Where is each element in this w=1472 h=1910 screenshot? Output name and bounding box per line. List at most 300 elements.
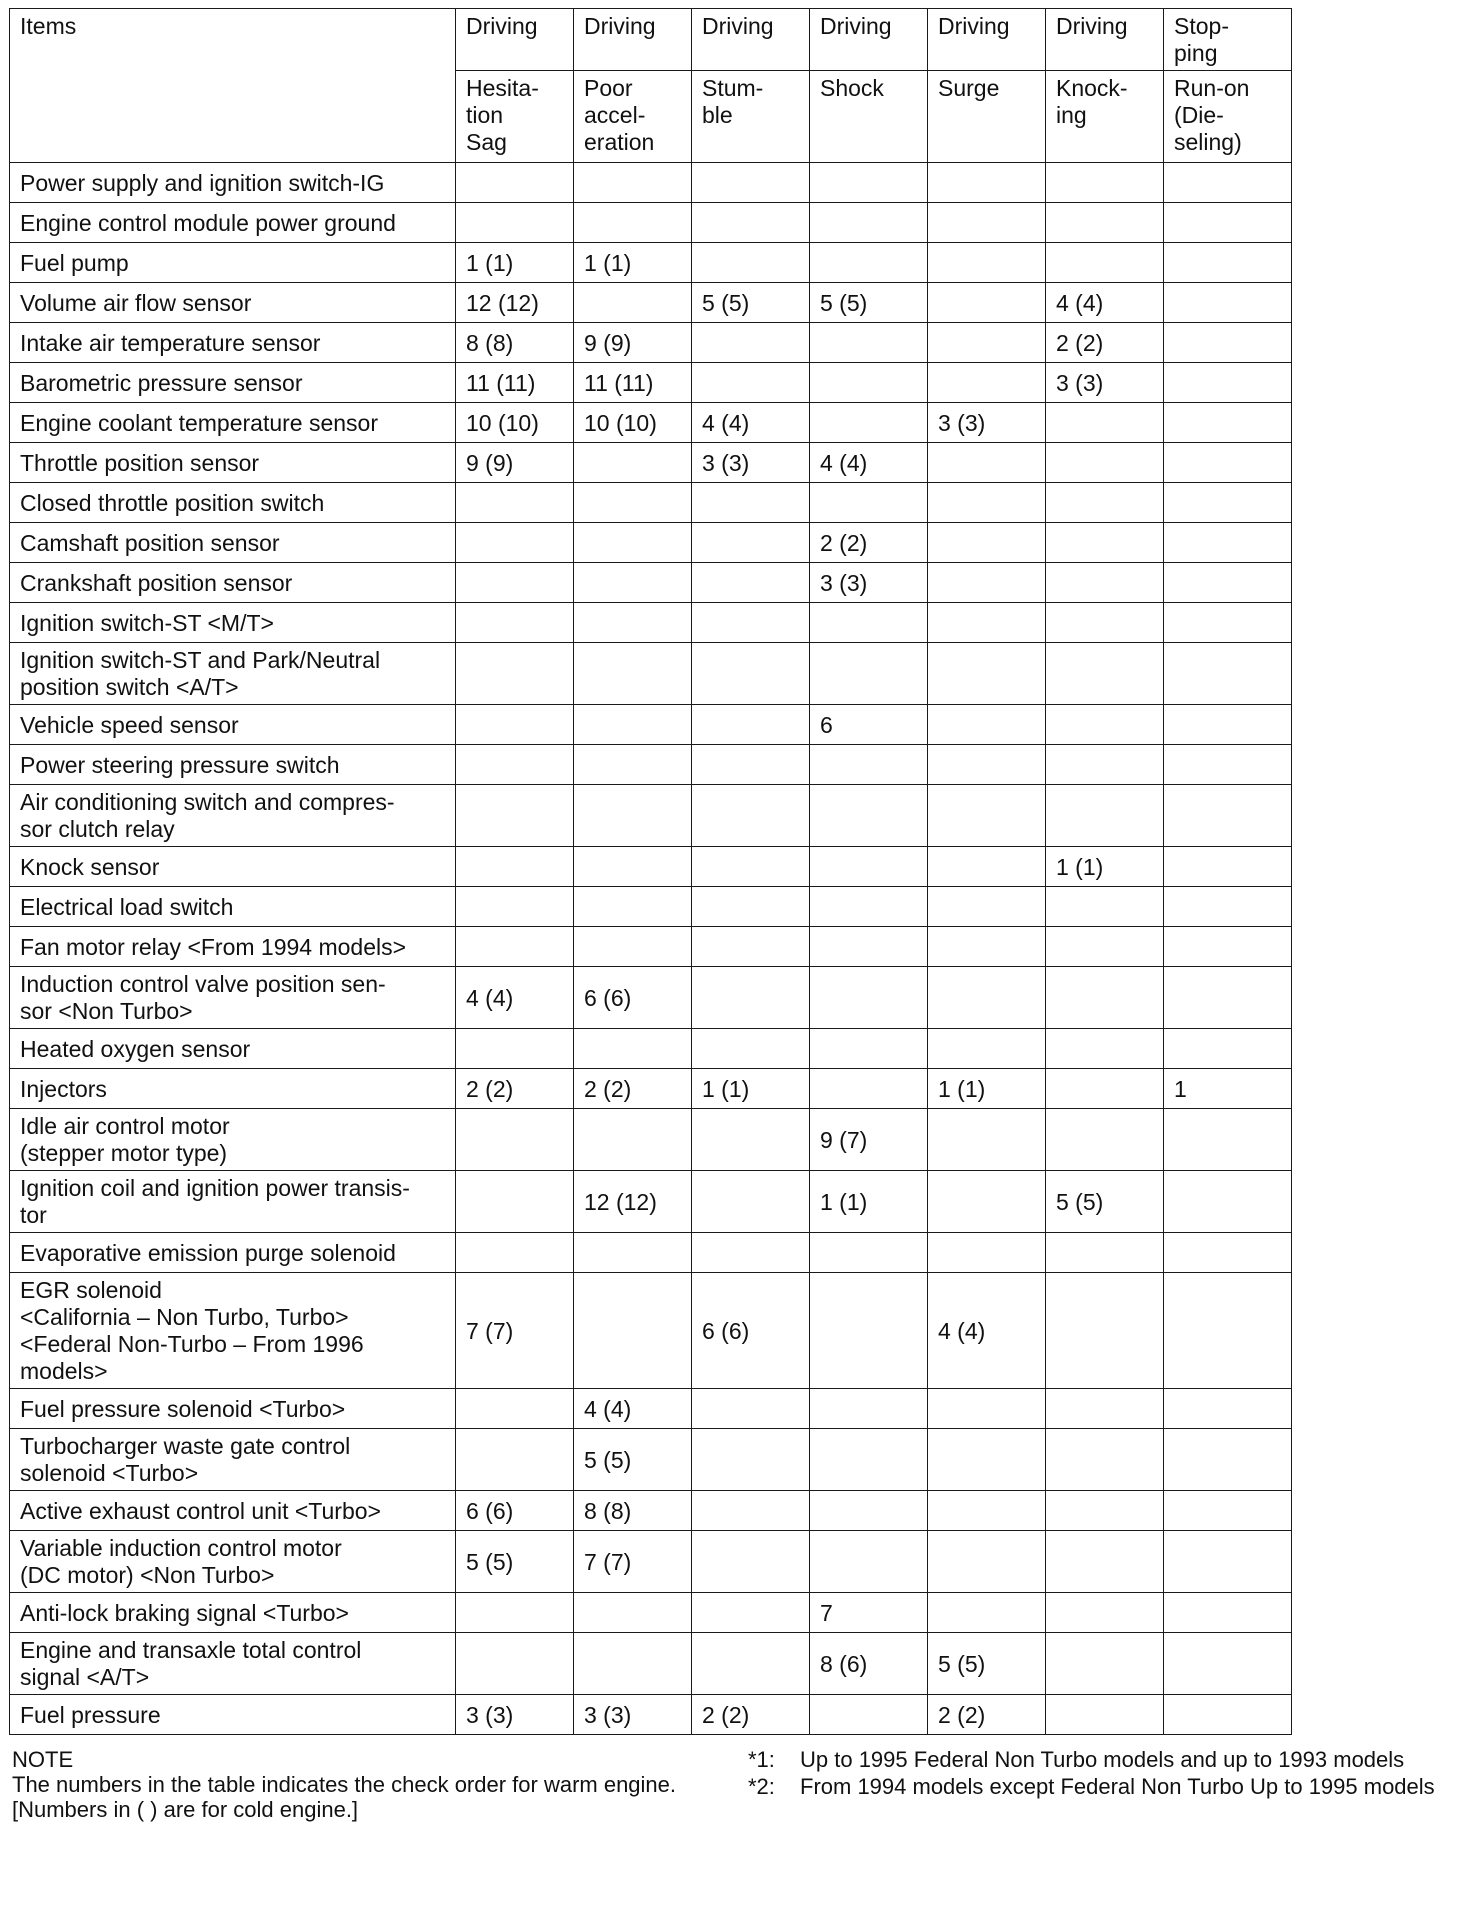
check-order-cell — [692, 203, 810, 243]
check-order-cell — [1164, 1429, 1292, 1491]
check-order-cell — [928, 927, 1046, 967]
header-group: Driving — [1046, 9, 1164, 71]
check-order-cell — [574, 847, 692, 887]
check-order-cell — [456, 1109, 574, 1171]
table-row — [10, 1429, 1292, 1491]
check-order-cell — [810, 1695, 928, 1735]
check-order-cell — [1164, 323, 1292, 363]
table-body — [10, 163, 1292, 1735]
check-order-cell — [1046, 403, 1164, 443]
table-row — [10, 1593, 1292, 1633]
check-order-cell: 6 (6) — [692, 1273, 810, 1389]
check-order-cell — [928, 563, 1046, 603]
check-order-cell — [692, 1029, 810, 1069]
check-order-cell — [692, 745, 810, 785]
check-order-cell — [928, 1429, 1046, 1491]
check-order-cell — [1164, 745, 1292, 785]
check-order-cell — [1046, 163, 1164, 203]
check-order-cell: 3 (3) — [692, 443, 810, 483]
check-order-cell — [928, 323, 1046, 363]
check-order-cell — [810, 927, 928, 967]
check-order-cell — [692, 643, 810, 705]
check-order-cell — [456, 705, 574, 745]
check-order-cell: 5 (5) — [456, 1531, 574, 1593]
table-row — [10, 1531, 1292, 1593]
check-order-cell — [692, 1531, 810, 1593]
check-order-cell: 4 (4) — [1046, 283, 1164, 323]
table-row — [10, 363, 1292, 403]
check-order-cell — [574, 283, 692, 323]
check-order-cell — [1164, 1633, 1292, 1695]
check-order-cell — [1046, 887, 1164, 927]
check-order-cell — [928, 163, 1046, 203]
note-block — [12, 1747, 717, 1822]
check-order-cell: 2 (2) — [456, 1069, 574, 1109]
check-order-cell — [574, 443, 692, 483]
check-order-cell — [810, 847, 928, 887]
check-order-cell — [1164, 163, 1292, 203]
table-row — [10, 785, 1292, 847]
table-row — [10, 243, 1292, 283]
check-order-cell — [810, 603, 928, 643]
table-row — [10, 927, 1292, 967]
check-order-cell — [574, 1029, 692, 1069]
row-item-label: Barometric pressure sensor — [10, 363, 456, 403]
check-order-cell — [810, 1531, 928, 1593]
check-order-cell: 6 (6) — [574, 967, 692, 1029]
note-title: NOTE — [12, 1747, 74, 1772]
check-order-cell — [928, 1109, 1046, 1171]
check-order-cell: 4 (4) — [928, 1273, 1046, 1389]
table-row — [10, 283, 1292, 323]
check-order-cell — [928, 643, 1046, 705]
check-order-cell — [1046, 1029, 1164, 1069]
table-row — [10, 1029, 1292, 1069]
check-order-cell — [928, 967, 1046, 1029]
check-order-cell — [1046, 967, 1164, 1029]
check-order-cell — [692, 363, 810, 403]
footnote-mark: *1: — [748, 1747, 775, 1772]
check-order-cell — [456, 745, 574, 785]
header-symptom: Shock — [810, 71, 928, 163]
header-group: Stop- ping — [1164, 9, 1292, 71]
row-item-label: Power supply and ignition switch-IG — [10, 163, 456, 203]
check-order-cell — [928, 603, 1046, 643]
check-order-cell — [692, 603, 810, 643]
check-order-cell — [692, 1389, 810, 1429]
check-order-cell — [456, 203, 574, 243]
header-symptom: Run-on (Die- seling) — [1164, 71, 1292, 163]
table-row — [10, 403, 1292, 443]
check-order-cell — [456, 1429, 574, 1491]
check-order-cell — [810, 1233, 928, 1273]
check-order-cell — [574, 887, 692, 927]
check-order-cell — [574, 603, 692, 643]
check-order-cell — [928, 283, 1046, 323]
row-item-label: Throttle position sensor — [10, 443, 456, 483]
check-order-cell — [456, 887, 574, 927]
check-order-cell — [692, 1233, 810, 1273]
check-order-cell: 10 (10) — [456, 403, 574, 443]
footnote-mark: *2: — [748, 1774, 775, 1799]
row-item-label: Ignition coil and ignition power transis- tor — [10, 1171, 456, 1233]
row-item-label: Injectors — [10, 1069, 456, 1109]
row-item-label: Heated oxygen sensor — [10, 1029, 456, 1069]
check-order-cell: 9 (9) — [574, 323, 692, 363]
check-order-cell — [928, 847, 1046, 887]
row-item-label: Active exhaust control unit <Turbo> — [10, 1491, 456, 1531]
check-order-cell — [810, 967, 928, 1029]
check-order-cell: 12 (12) — [574, 1171, 692, 1233]
check-order-cell — [928, 1029, 1046, 1069]
check-order-cell — [1164, 443, 1292, 483]
table-row — [10, 163, 1292, 203]
check-order-cell — [692, 1593, 810, 1633]
check-order-cell — [810, 1273, 928, 1389]
check-order-cell — [810, 203, 928, 243]
check-order-cell: 5 (5) — [692, 283, 810, 323]
footnote — [748, 1747, 1464, 1772]
check-order-cell: 6 — [810, 705, 928, 745]
check-order-cell — [1046, 1389, 1164, 1429]
check-order-cell: 11 (11) — [574, 363, 692, 403]
row-item-label: Fuel pressure solenoid <Turbo> — [10, 1389, 456, 1429]
header-group: Driving — [692, 9, 810, 71]
check-order-cell — [810, 483, 928, 523]
table-row — [10, 443, 1292, 483]
row-item-label: Crankshaft position sensor — [10, 563, 456, 603]
table-header — [10, 9, 1292, 163]
table-row — [10, 1491, 1292, 1531]
check-order-cell: 1 (1) — [928, 1069, 1046, 1109]
row-item-label: Electrical load switch — [10, 887, 456, 927]
diagnosis-table — [9, 8, 1292, 1735]
check-order-cell: 2 (2) — [692, 1695, 810, 1735]
check-order-cell — [810, 745, 928, 785]
check-order-cell — [810, 1429, 928, 1491]
check-order-cell — [1046, 1069, 1164, 1109]
check-order-cell — [692, 847, 810, 887]
check-order-cell — [1046, 1109, 1164, 1171]
row-item-label: Induction control valve position sen- sor <Non Turbo> — [10, 967, 456, 1029]
check-order-cell — [1046, 523, 1164, 563]
row-item-label: Knock sensor — [10, 847, 456, 887]
table-row — [10, 1233, 1292, 1273]
check-order-cell: 1 (1) — [810, 1171, 928, 1233]
check-order-cell — [810, 1029, 928, 1069]
page — [8, 8, 1464, 1822]
check-order-cell — [692, 1429, 810, 1491]
check-order-cell — [1164, 705, 1292, 745]
check-order-cell — [1046, 643, 1164, 705]
check-order-cell — [692, 887, 810, 927]
header-group: Driving — [574, 9, 692, 71]
footnote-text: Up to 1995 Federal Non Turbo models and up to 1993 models — [800, 1747, 1405, 1772]
check-order-cell — [1046, 705, 1164, 745]
row-item-label: Engine control module power ground — [10, 203, 456, 243]
check-order-cell — [692, 1491, 810, 1531]
check-order-cell: 4 (4) — [810, 443, 928, 483]
check-order-cell: 2 (2) — [1046, 323, 1164, 363]
check-order-cell: 9 (7) — [810, 1109, 928, 1171]
table-row — [10, 1171, 1292, 1233]
check-order-cell — [810, 323, 928, 363]
check-order-cell — [1164, 203, 1292, 243]
check-order-cell: 1 (1) — [1046, 847, 1164, 887]
check-order-cell — [574, 483, 692, 523]
row-item-label: Volume air flow sensor — [10, 283, 456, 323]
check-order-cell — [928, 1233, 1046, 1273]
header-symptom: Stum- ble — [692, 71, 810, 163]
check-order-cell — [1046, 563, 1164, 603]
check-order-cell: 10 (10) — [574, 403, 692, 443]
header-group: Driving — [928, 9, 1046, 71]
check-order-cell — [574, 1633, 692, 1695]
row-item-label: Fuel pump — [10, 243, 456, 283]
check-order-cell: 11 (11) — [456, 363, 574, 403]
check-order-cell — [928, 443, 1046, 483]
check-order-cell — [928, 887, 1046, 927]
check-order-cell — [1164, 603, 1292, 643]
check-order-cell: 8 (8) — [456, 323, 574, 363]
check-order-cell — [692, 1171, 810, 1233]
check-order-cell — [1164, 1273, 1292, 1389]
check-order-cell — [1164, 1695, 1292, 1735]
check-order-cell — [574, 1109, 692, 1171]
check-order-cell — [1164, 967, 1292, 1029]
check-order-cell — [456, 1389, 574, 1429]
row-item-label: Evaporative emission purge solenoid — [10, 1233, 456, 1273]
row-item-label: Anti-lock braking signal <Turbo> — [10, 1593, 456, 1633]
check-order-cell — [456, 1593, 574, 1633]
check-order-cell — [1046, 1233, 1164, 1273]
row-item-label: Ignition switch-ST <M/T> — [10, 603, 456, 643]
check-order-cell — [574, 1273, 692, 1389]
check-order-cell — [1046, 243, 1164, 283]
table-row — [10, 1633, 1292, 1695]
check-order-cell — [810, 1069, 928, 1109]
check-order-cell — [574, 523, 692, 563]
table-row — [10, 1069, 1292, 1109]
check-order-cell: 3 (3) — [928, 403, 1046, 443]
check-order-cell — [1164, 563, 1292, 603]
check-order-cell — [574, 643, 692, 705]
check-order-cell — [1046, 927, 1164, 967]
row-item-label: Closed throttle position switch — [10, 483, 456, 523]
check-order-cell — [928, 1171, 1046, 1233]
check-order-cell: 3 (3) — [810, 563, 928, 603]
check-order-cell — [692, 785, 810, 847]
check-order-cell — [692, 1633, 810, 1695]
check-order-cell — [574, 563, 692, 603]
check-order-cell: 5 (5) — [1046, 1171, 1164, 1233]
check-order-cell — [692, 523, 810, 563]
check-order-cell — [1164, 403, 1292, 443]
table-row — [10, 745, 1292, 785]
table-row — [10, 603, 1292, 643]
check-order-cell — [456, 643, 574, 705]
header-group: Driving — [456, 9, 574, 71]
check-order-cell — [1164, 243, 1292, 283]
check-order-cell — [456, 1029, 574, 1069]
check-order-cell — [456, 1171, 574, 1233]
check-order-cell — [1164, 643, 1292, 705]
check-order-cell — [692, 323, 810, 363]
check-order-cell — [574, 203, 692, 243]
check-order-cell — [928, 363, 1046, 403]
check-order-cell — [1164, 1491, 1292, 1531]
check-order-cell: 9 (9) — [456, 443, 574, 483]
header-symptom: Poor accel- eration — [574, 71, 692, 163]
check-order-cell: 7 — [810, 1593, 928, 1633]
check-order-cell — [692, 967, 810, 1029]
row-item-label: Vehicle speed sensor — [10, 705, 456, 745]
table-row — [10, 563, 1292, 603]
check-order-cell — [456, 1633, 574, 1695]
check-order-cell — [1046, 1531, 1164, 1593]
check-order-cell: 1 (1) — [692, 1069, 810, 1109]
check-order-cell — [810, 163, 928, 203]
row-item-label: Variable induction control motor (DC motor) <Non Turbo> — [10, 1531, 456, 1593]
check-order-cell — [1164, 1109, 1292, 1171]
check-order-cell — [810, 403, 928, 443]
check-order-cell — [1046, 1633, 1164, 1695]
check-order-cell — [1164, 927, 1292, 967]
row-item-label: Intake air temperature sensor — [10, 323, 456, 363]
check-order-cell: 2 (2) — [810, 523, 928, 563]
header-symptom: Surge — [928, 71, 1046, 163]
check-order-cell: 2 (2) — [574, 1069, 692, 1109]
check-order-cell — [574, 163, 692, 203]
row-item-label: Ignition switch-ST and Park/Neutral position switch <A/T> — [10, 643, 456, 705]
check-order-cell: 6 (6) — [456, 1491, 574, 1531]
row-item-label: Engine coolant temperature sensor — [10, 403, 456, 443]
check-order-cell — [692, 1109, 810, 1171]
check-order-cell — [810, 1491, 928, 1531]
check-order-cell — [1164, 1531, 1292, 1593]
table-row — [10, 705, 1292, 745]
check-order-cell — [456, 563, 574, 603]
check-order-cell — [1046, 1273, 1164, 1389]
check-order-cell — [1046, 745, 1164, 785]
row-item-label: Air conditioning switch and compres- sor clutch relay — [10, 785, 456, 847]
check-order-cell — [1164, 1593, 1292, 1633]
check-order-cell — [574, 927, 692, 967]
check-order-cell — [1046, 203, 1164, 243]
check-order-cell — [1164, 283, 1292, 323]
check-order-cell — [574, 745, 692, 785]
check-order-cell — [810, 785, 928, 847]
check-order-cell — [692, 243, 810, 283]
check-order-cell — [928, 1531, 1046, 1593]
check-order-cell — [928, 203, 1046, 243]
row-item-label: EGR solenoid <California – Non Turbo, Turbo> <Federal Non-Turbo – From 1996 models> — [10, 1273, 456, 1389]
check-order-cell — [810, 243, 928, 283]
check-order-cell — [574, 705, 692, 745]
check-order-cell: 1 (1) — [456, 243, 574, 283]
table-row — [10, 967, 1292, 1029]
check-order-cell: 1 — [1164, 1069, 1292, 1109]
check-order-cell — [692, 705, 810, 745]
check-order-cell — [692, 483, 810, 523]
check-order-cell — [1164, 363, 1292, 403]
table-row — [10, 887, 1292, 927]
check-order-cell — [1164, 1233, 1292, 1273]
check-order-cell — [1046, 443, 1164, 483]
table-row — [10, 483, 1292, 523]
check-order-cell — [1164, 887, 1292, 927]
check-order-cell — [456, 927, 574, 967]
row-item-label: Engine and transaxle total control signal <A/T> — [10, 1633, 456, 1695]
header-items: Items — [10, 9, 456, 163]
table-row — [10, 1273, 1292, 1389]
check-order-cell — [1046, 785, 1164, 847]
table-row — [10, 847, 1292, 887]
table-row — [10, 523, 1292, 563]
check-order-cell — [456, 785, 574, 847]
header-symptom: Hesita- tion Sag — [456, 71, 574, 163]
check-order-cell: 3 (3) — [574, 1695, 692, 1735]
check-order-cell: 5 (5) — [810, 283, 928, 323]
check-order-cell — [574, 1233, 692, 1273]
header-symptom: Knock- ing — [1046, 71, 1164, 163]
check-order-cell — [928, 483, 1046, 523]
table-row — [10, 1109, 1292, 1171]
check-order-cell — [1164, 483, 1292, 523]
check-order-cell — [928, 243, 1046, 283]
check-order-cell — [1046, 1593, 1164, 1633]
header-row-groups — [10, 9, 1292, 71]
check-order-cell — [456, 1233, 574, 1273]
row-item-label: Fuel pressure — [10, 1695, 456, 1735]
table-row — [10, 203, 1292, 243]
check-order-cell: 2 (2) — [928, 1695, 1046, 1735]
check-order-cell — [1164, 523, 1292, 563]
check-order-cell — [1164, 1029, 1292, 1069]
table-row — [10, 323, 1292, 363]
table-row — [10, 1695, 1292, 1735]
check-order-cell — [928, 745, 1046, 785]
check-order-cell — [928, 1593, 1046, 1633]
check-order-cell — [1046, 1491, 1164, 1531]
check-order-cell — [810, 887, 928, 927]
check-order-cell: 8 (6) — [810, 1633, 928, 1695]
check-order-cell — [928, 705, 1046, 745]
table-row — [10, 643, 1292, 705]
check-order-cell — [928, 785, 1046, 847]
table-row — [10, 1389, 1292, 1429]
check-order-cell: 5 (5) — [928, 1633, 1046, 1695]
check-order-cell — [574, 785, 692, 847]
row-item-label: Turbocharger waste gate control solenoid <Turbo> — [10, 1429, 456, 1491]
footnotes — [748, 1747, 1464, 1801]
check-order-cell: 3 (3) — [1046, 363, 1164, 403]
check-order-cell — [692, 927, 810, 967]
footnote — [748, 1774, 1464, 1799]
row-item-label: Power steering pressure switch — [10, 745, 456, 785]
check-order-cell — [456, 523, 574, 563]
check-order-cell — [456, 603, 574, 643]
check-order-cell — [692, 163, 810, 203]
check-order-cell — [692, 563, 810, 603]
check-order-cell — [1164, 1171, 1292, 1233]
check-order-cell — [810, 1389, 928, 1429]
check-order-cell: 8 (8) — [574, 1491, 692, 1531]
check-order-cell — [456, 483, 574, 523]
check-order-cell — [1046, 483, 1164, 523]
check-order-cell: 7 (7) — [574, 1531, 692, 1593]
check-order-cell — [1046, 1695, 1164, 1735]
